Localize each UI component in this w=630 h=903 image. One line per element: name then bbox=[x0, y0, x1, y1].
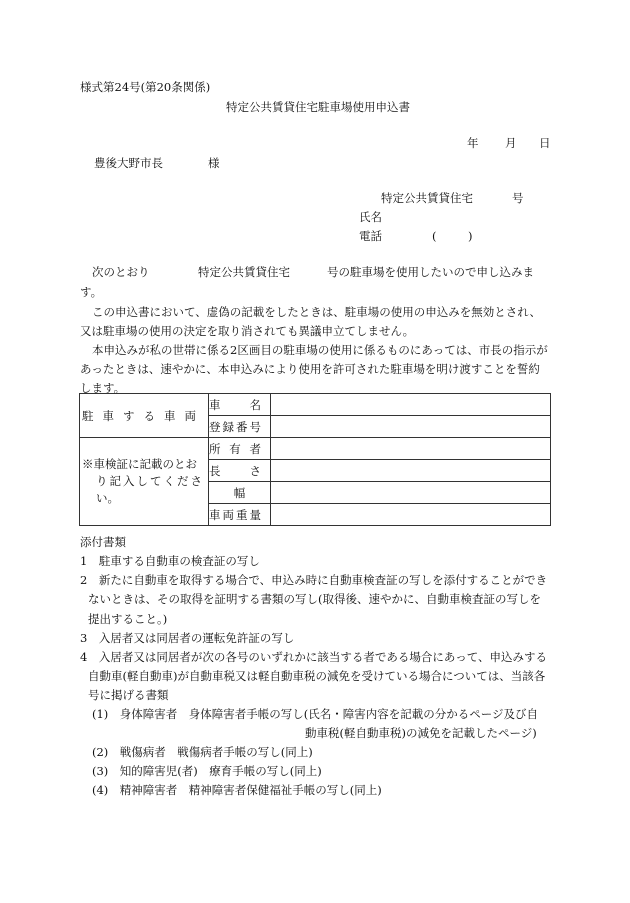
field-label-cell bbox=[209, 460, 271, 482]
field-label-width: 幅 bbox=[233, 485, 246, 500]
body-p3-line3: します。 bbox=[80, 381, 126, 395]
date-day-label: 日 bbox=[539, 136, 551, 150]
attachments-heading: 添付書類 bbox=[80, 535, 126, 549]
vehicle-note-line2: り記入してくださ bbox=[96, 474, 204, 488]
field-value-car-name[interactable] bbox=[271, 394, 551, 416]
applicant-housing-label: 特定公共賃貸住宅 bbox=[381, 191, 473, 205]
date-month-label: 月 bbox=[505, 136, 517, 150]
vehicle-note-line1: ※車検証に記載のとお bbox=[82, 457, 197, 471]
body-p3-line2: あったときは、速やかに、本申込みにより使用を許可された駐車場を明け渡すことを誓約 bbox=[80, 362, 540, 376]
field-label-cell bbox=[209, 438, 271, 460]
applicant-phone-label: 電話 bbox=[359, 229, 382, 243]
attachment-item-4-line1: 4 入居者又は同居者が次の各号のいずれかに該当する者である場合にあって、申込みする bbox=[80, 650, 547, 664]
attachment-item-1: 1 駐車する自動車の検査証の写し bbox=[80, 554, 260, 568]
body-p1-text-d: す。 bbox=[80, 285, 103, 299]
field-value-weight[interactable] bbox=[271, 504, 551, 526]
vehicle-table bbox=[79, 393, 551, 526]
field-label-cell bbox=[209, 482, 271, 504]
applicant-number-label: 号 bbox=[512, 191, 524, 205]
attachment-sub-4: (4) 精神障害者 精神障害者保健福祉手帳の写し(同上) bbox=[92, 783, 382, 797]
body-p3-line1: 本申込みが私の世帯に係る2区画目の駐車場の使用に係るものにあっては、市長の指示が bbox=[92, 343, 548, 357]
addressee-name: 豊後大野市長 bbox=[94, 156, 163, 170]
field-label-registration: 登 録 番 号 bbox=[209, 419, 263, 434]
date-year-label: 年 bbox=[467, 136, 479, 150]
field-label-cell bbox=[209, 416, 271, 438]
form-number: 様式第24号(第20条関係) bbox=[80, 80, 211, 94]
attachment-item-2-line2: ないときは、その取得を証明する書類の写し(取得後、速やかに、自動車検査証の写しを bbox=[88, 592, 541, 606]
field-label-weight: 車 両 重 量 bbox=[209, 507, 263, 522]
attachment-item-2-line1: 2 新たに自動車を取得する場合で、申込み時に自動車検査証の写しを添付することができ bbox=[80, 573, 548, 587]
body-p1-text-b: 特定公共賃貸住宅 bbox=[198, 265, 290, 279]
field-value-length[interactable] bbox=[271, 460, 551, 482]
field-label-cell bbox=[209, 504, 271, 526]
vehicle-note-line3: い。 bbox=[96, 491, 119, 505]
field-value-owner[interactable] bbox=[271, 438, 551, 460]
body-p2-line1: この申込書において、虚偽の記載をしたときは、駐車場の使用の申込みを無効とされ、 bbox=[92, 305, 541, 319]
field-label-cell bbox=[209, 394, 271, 416]
field-label-length: 長 さ bbox=[209, 463, 261, 478]
attachment-sub-1-line2: 動車税(軽自動車税)の減免を記載したページ) bbox=[305, 726, 537, 740]
applicant-name-label: 氏名 bbox=[359, 210, 382, 224]
attachment-item-3: 3 入居者又は同居者の運転免許証の写し bbox=[80, 631, 295, 645]
vehicle-section-label-cell bbox=[80, 394, 209, 438]
attachment-item-4-line2: 自動車(軽自動車)が自動車税又は軽自動車税の減免を受けている場合については、当該各 bbox=[88, 669, 546, 683]
addressee-honorific: 様 bbox=[208, 156, 220, 170]
field-value-registration[interactable] bbox=[271, 416, 551, 438]
phone-paren-open: ( bbox=[432, 229, 437, 243]
attachment-item-2-line3: 提出すること。) bbox=[88, 612, 168, 626]
field-label-owner: 所 有 者 bbox=[209, 441, 261, 456]
attachment-item-4-line3: 号に掲げる書類 bbox=[88, 688, 169, 702]
vehicle-section-label: 駐車する車両 bbox=[82, 408, 205, 423]
body-p1-text-c: 号の駐車場を使用したいので申し込みま bbox=[327, 265, 534, 279]
body-p2-line2: 又は駐車場の使用の決定を取り消されても異議申立てしません。 bbox=[80, 324, 415, 338]
vehicle-note bbox=[80, 456, 208, 507]
vehicle-note-cell bbox=[80, 438, 209, 526]
attachment-sub-1-line1: (1) 身体障害者 身体障害者手帳の写し(氏名・障害内容を記載の分かるページ及び自 bbox=[92, 707, 539, 721]
field-value-width[interactable] bbox=[271, 482, 551, 504]
attachment-sub-2: (2) 戦傷病者 戦傷病者手帳の写し(同上) bbox=[92, 745, 313, 759]
attachment-sub-3: (3) 知的障害児(者) 療育手帳の写し(同上) bbox=[92, 764, 322, 778]
body-p1-text-a: 次のとおり bbox=[92, 265, 150, 279]
page-title: 特定公共賃貸住宅駐車場使用申込書 bbox=[226, 100, 410, 114]
phone-paren-close: ) bbox=[468, 229, 473, 243]
field-label-car-name: 車 名 bbox=[209, 397, 261, 412]
